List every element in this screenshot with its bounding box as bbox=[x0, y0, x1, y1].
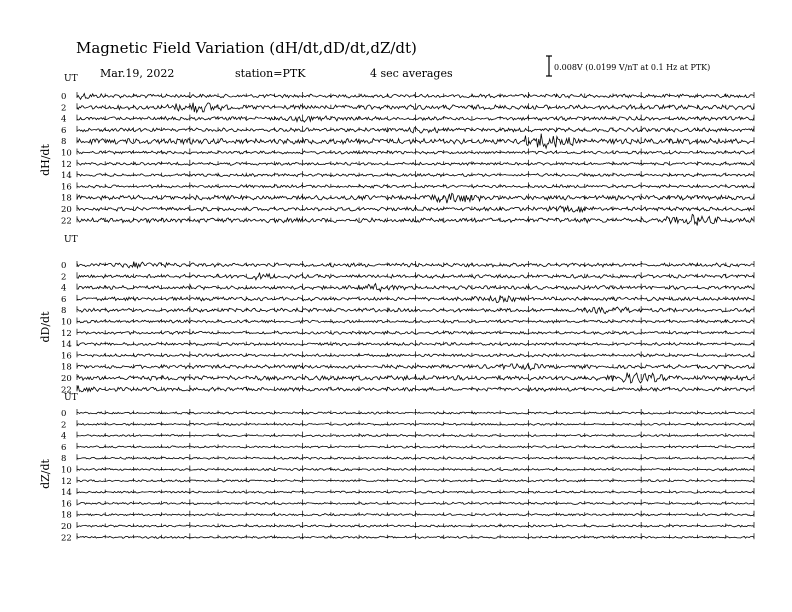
row-label-22: 22 bbox=[61, 533, 72, 544]
panel-ylabel: dZ/dt bbox=[39, 459, 52, 489]
scale-bar bbox=[546, 56, 552, 76]
ut-axis-label: UT bbox=[64, 235, 78, 245]
row-label-10: 10 bbox=[61, 317, 72, 328]
panel-ylabel: dD/dt bbox=[39, 311, 52, 343]
row-label-8: 8 bbox=[61, 137, 67, 148]
scale-bar-label: 0.008V (0.0199 V/nT at 0.1 Hz at PTK) bbox=[554, 63, 711, 72]
panel-ylabel: dH/dt bbox=[39, 144, 52, 176]
row-label-20: 20 bbox=[61, 205, 72, 215]
row-label-2: 2 bbox=[61, 420, 67, 431]
row-label-4: 4 bbox=[61, 283, 67, 294]
row-label-16: 16 bbox=[61, 351, 72, 362]
panel-dZ-dt bbox=[39, 393, 754, 543]
row-label-14: 14 bbox=[61, 488, 72, 499]
row-label-4: 4 bbox=[61, 431, 67, 442]
figure-title: Magnetic Field Variation (dH/dt,dD/dt,dZ/dt) bbox=[76, 39, 417, 57]
row-label-14: 14 bbox=[61, 171, 72, 182]
row-label-0: 0 bbox=[61, 92, 67, 102]
row-label-20: 20 bbox=[61, 522, 72, 532]
row-label-6: 6 bbox=[61, 125, 67, 136]
date-label: Mar.19, 2022 bbox=[100, 67, 175, 80]
row-label-22: 22 bbox=[61, 385, 72, 396]
row-label-12: 12 bbox=[61, 159, 72, 170]
station-label: station=PTK bbox=[235, 67, 306, 80]
row-label-6: 6 bbox=[61, 442, 67, 453]
row-label-18: 18 bbox=[61, 362, 72, 373]
ut-axis-label: UT bbox=[64, 74, 78, 84]
panels bbox=[39, 74, 754, 543]
row-label-8: 8 bbox=[61, 306, 67, 317]
row-label-10: 10 bbox=[61, 148, 72, 159]
row-label-0: 0 bbox=[61, 409, 67, 419]
row-label-16: 16 bbox=[61, 499, 72, 510]
row-label-12: 12 bbox=[61, 328, 72, 339]
row-label-0: 0 bbox=[61, 261, 67, 271]
row-label-16: 16 bbox=[61, 182, 72, 193]
ut-axis-label: UT bbox=[64, 393, 78, 403]
row-label-2: 2 bbox=[61, 272, 67, 283]
row-label-6: 6 bbox=[61, 294, 67, 305]
row-label-2: 2 bbox=[61, 103, 67, 114]
row-label-4: 4 bbox=[61, 114, 67, 125]
row-label-8: 8 bbox=[61, 454, 67, 465]
row-label-18: 18 bbox=[61, 193, 72, 204]
row-label-22: 22 bbox=[61, 216, 72, 227]
row-label-20: 20 bbox=[61, 374, 72, 384]
panel-dH-dt bbox=[39, 74, 754, 226]
trace-row-8 bbox=[77, 134, 754, 149]
row-label-10: 10 bbox=[61, 465, 72, 476]
panel-dD-dt bbox=[39, 235, 754, 395]
row-label-18: 18 bbox=[61, 510, 72, 521]
row-label-14: 14 bbox=[61, 340, 72, 351]
row-label-12: 12 bbox=[61, 476, 72, 487]
averaging-label: 4 sec averages bbox=[370, 67, 453, 80]
